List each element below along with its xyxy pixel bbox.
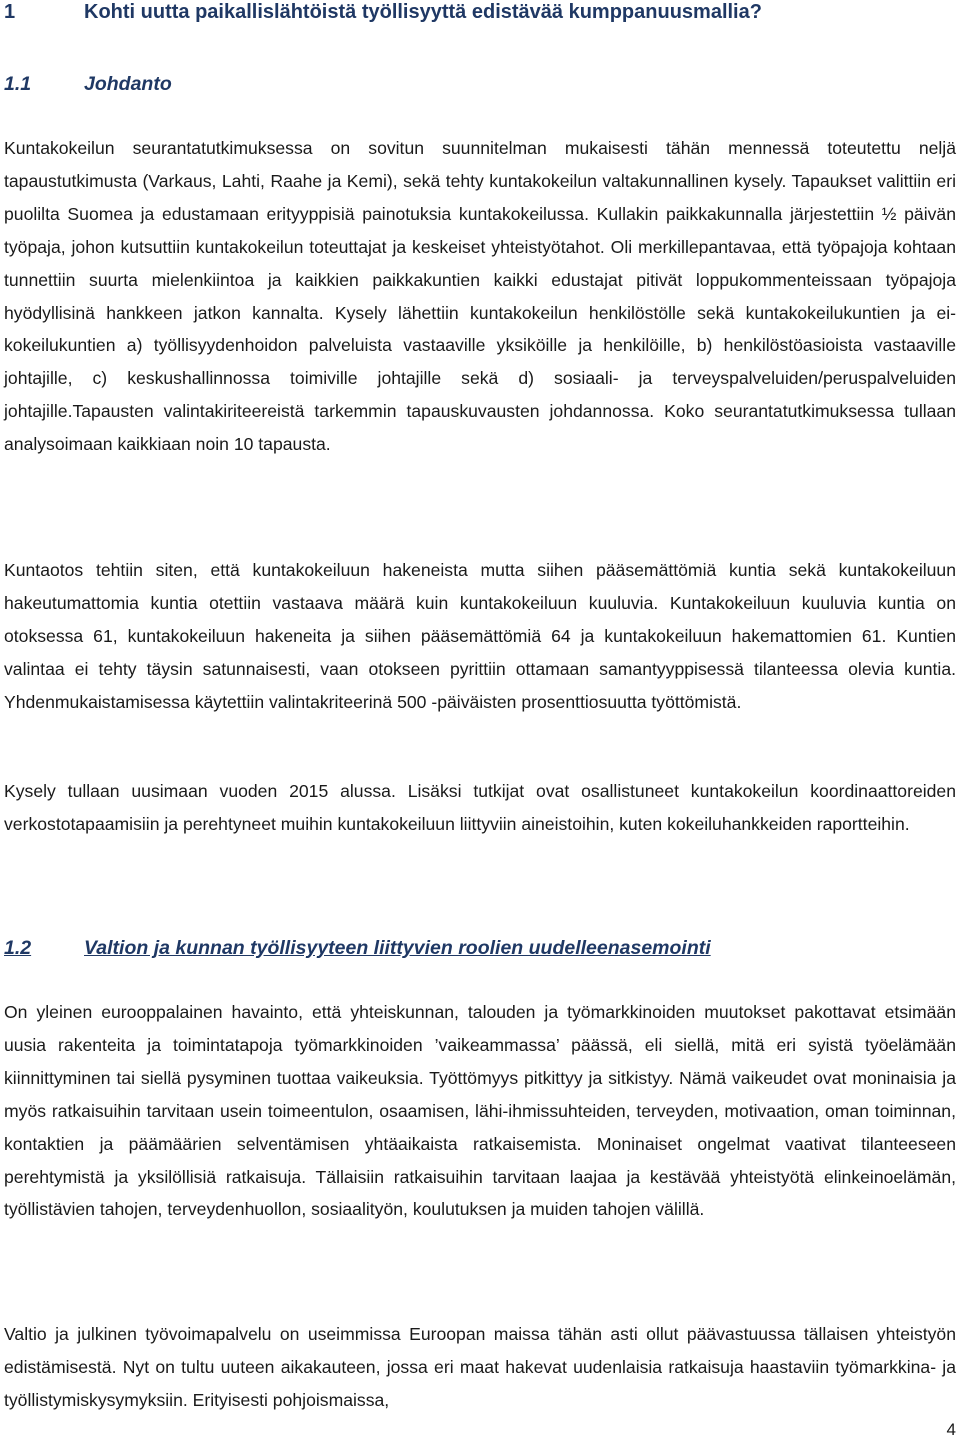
paragraph: Valtio ja julkinen työvoimapalvelu on useimmissa Euroopan maissa tähän asti ollut päävastuussa tällaisen yhteistyön edistämisestä. Nyt on tultu uuteen aikakauteen, jossa eri maat hakevat uudenlaisia ratkaisuja haastaviin työmarkkina- ja työllistymiskysymyksiin. Erityisesti pohjoismaissa, (4, 1324, 956, 1410)
paragraph: Kuntaotos tehtiin siten, että kuntakokeiluun hakeneista mutta siihen pääsemättömiä kuntia sekä kuntakokeiluun hakeutumattomia kuntia otettiin vastaava määrä kuin kuntakokeiluun kuuluvia. Kuntakokeiluun kuuluvia kuntia on otoksessa 61, kuntakokeiluun hakeneita ja siihen pääsemättömiä 64 ja kuntakokeiluun hakemattomien 61. Kuntien valintaa ei tehty täysin satunnaisesti, vaan otokseen pyrittiin ottamaan samantyyppisessä tilanteessa olevia kuntia. Yhdenmukaistamisessa käytettiin valintakriteerinä 500 -päiväisten prosenttiosuutta työttömistä. (4, 560, 956, 712)
section-number: 1.2 (4, 937, 32, 959)
section-heading-1-2 (4, 936, 956, 960)
paragraph: On yleinen eurooppalainen havainto, että yhteiskunnan, talouden ja työmarkkinoiden muutokset pakottavat etsimään uusia rakenteita ja toimintatapoja työmarkkinoiden ’vaikeammassa’ päässä, eli siellä, mitä eri syistä työelämään kiinnittyminen tai siellä pysyminen tuottaa vaikeuksia. Työttömyys pitkittyy ja sitkistyy. Nämä vaikeudet ovat moninaisia ja myös ratkaisuihin tarvitaan usein toimeentulon, osaamisen, lähi-ihmissuhteiden, terveyden, motivaation, oman toiminnan, kontaktien ja päämäärien selventämisen yhtäaikaista ratkaisemista. Moninaiset ongelmat vaativat tilanteeseen perehtymistä ja yksilöllisiä ratkaisuja. Tällaisiin ratkaisuihin tarvitaan laajaa ja kestävää yhteistyötä elinkeinoelämän, työllistävien tahojen, terveydenhuollon, sosiaalityön, koulutuksen ja muiden tahojen välillä. (4, 1002, 956, 1220)
paragraph: Kysely tullaan uusimaan vuoden 2015 alussa. Lisäksi tutkijat ovat osallistuneet kuntakokeilun koordinaattoreiden verkostotapaamisiin ja perehtyneet muihin kuntakokeiluun liittyviin aineistoihin, kuten kokeiluhankkeiden raportteihin. (4, 781, 956, 834)
paragraph: Kuntakokeilun seurantatutkimuksessa on sovitun suunnitelman mukaisesti tähän mennessä toteutettu neljä tapaustutkimusta (Varkaus, Lahti, Raahe ja Kemi), sekä tehty kuntakokeilun valtakunnallinen kysely. Tapaukset valittiin eri puolilta Suomea ja edustamaan erityyppisiä painotuksia kuntakokeilussa. Kullakin paikkakunnalla järjestettiin ½ päivän työpaja, johon kutsuttiin kuntakokeilun toteuttajat ja keskeiset yhteistyötahot. Oli merkillepantavaa, että työpajoja kohtaan tunnettiin suurta mielenkiintoa ja kaikkien paikkakuntien kaikki edustajat pitivät loppukommenteissaan työpajoja hyödyllisinä hankkeen jatkon kannalta. Kysely lähettiin kuntakokeilun henkilöstölle sekä kuntakokeilukuntien ja ei-kokeilukuntien a) työllisyydenhoidon palveluista vastaaville yksiköille ja henkilöille, b) henkilöstöasioista vastaaville johtajille, c) keskushallinnossa toimiville johtajille sekä d) sosiaali- ja terveyspalveluiden/peruspalveluiden johtajille.Tapausten valintakiriteereistä tarkemmin tapauskuvausten johdannossa. Koko seurantatutkimuksessa tullaan analysoimaan kaikkiaan noin 10 tapausta. (4, 138, 956, 455)
section-heading-1-1 (4, 72, 956, 96)
section-number: 1.1 (4, 73, 32, 95)
chapter-number: 1 (4, 1, 16, 23)
page-number: 4 (946, 1420, 956, 1439)
chapter-heading (4, 0, 956, 24)
chapter-title: Kohti uutta paikallislähtöistä työllisyyttä edistävää kumppanuusmallia? (84, 1, 762, 23)
section-title: Johdanto (84, 73, 172, 95)
section-title: Valtion ja kunnan työllisyyteen liittyvien roolien uudelleenasemointi (84, 937, 711, 959)
